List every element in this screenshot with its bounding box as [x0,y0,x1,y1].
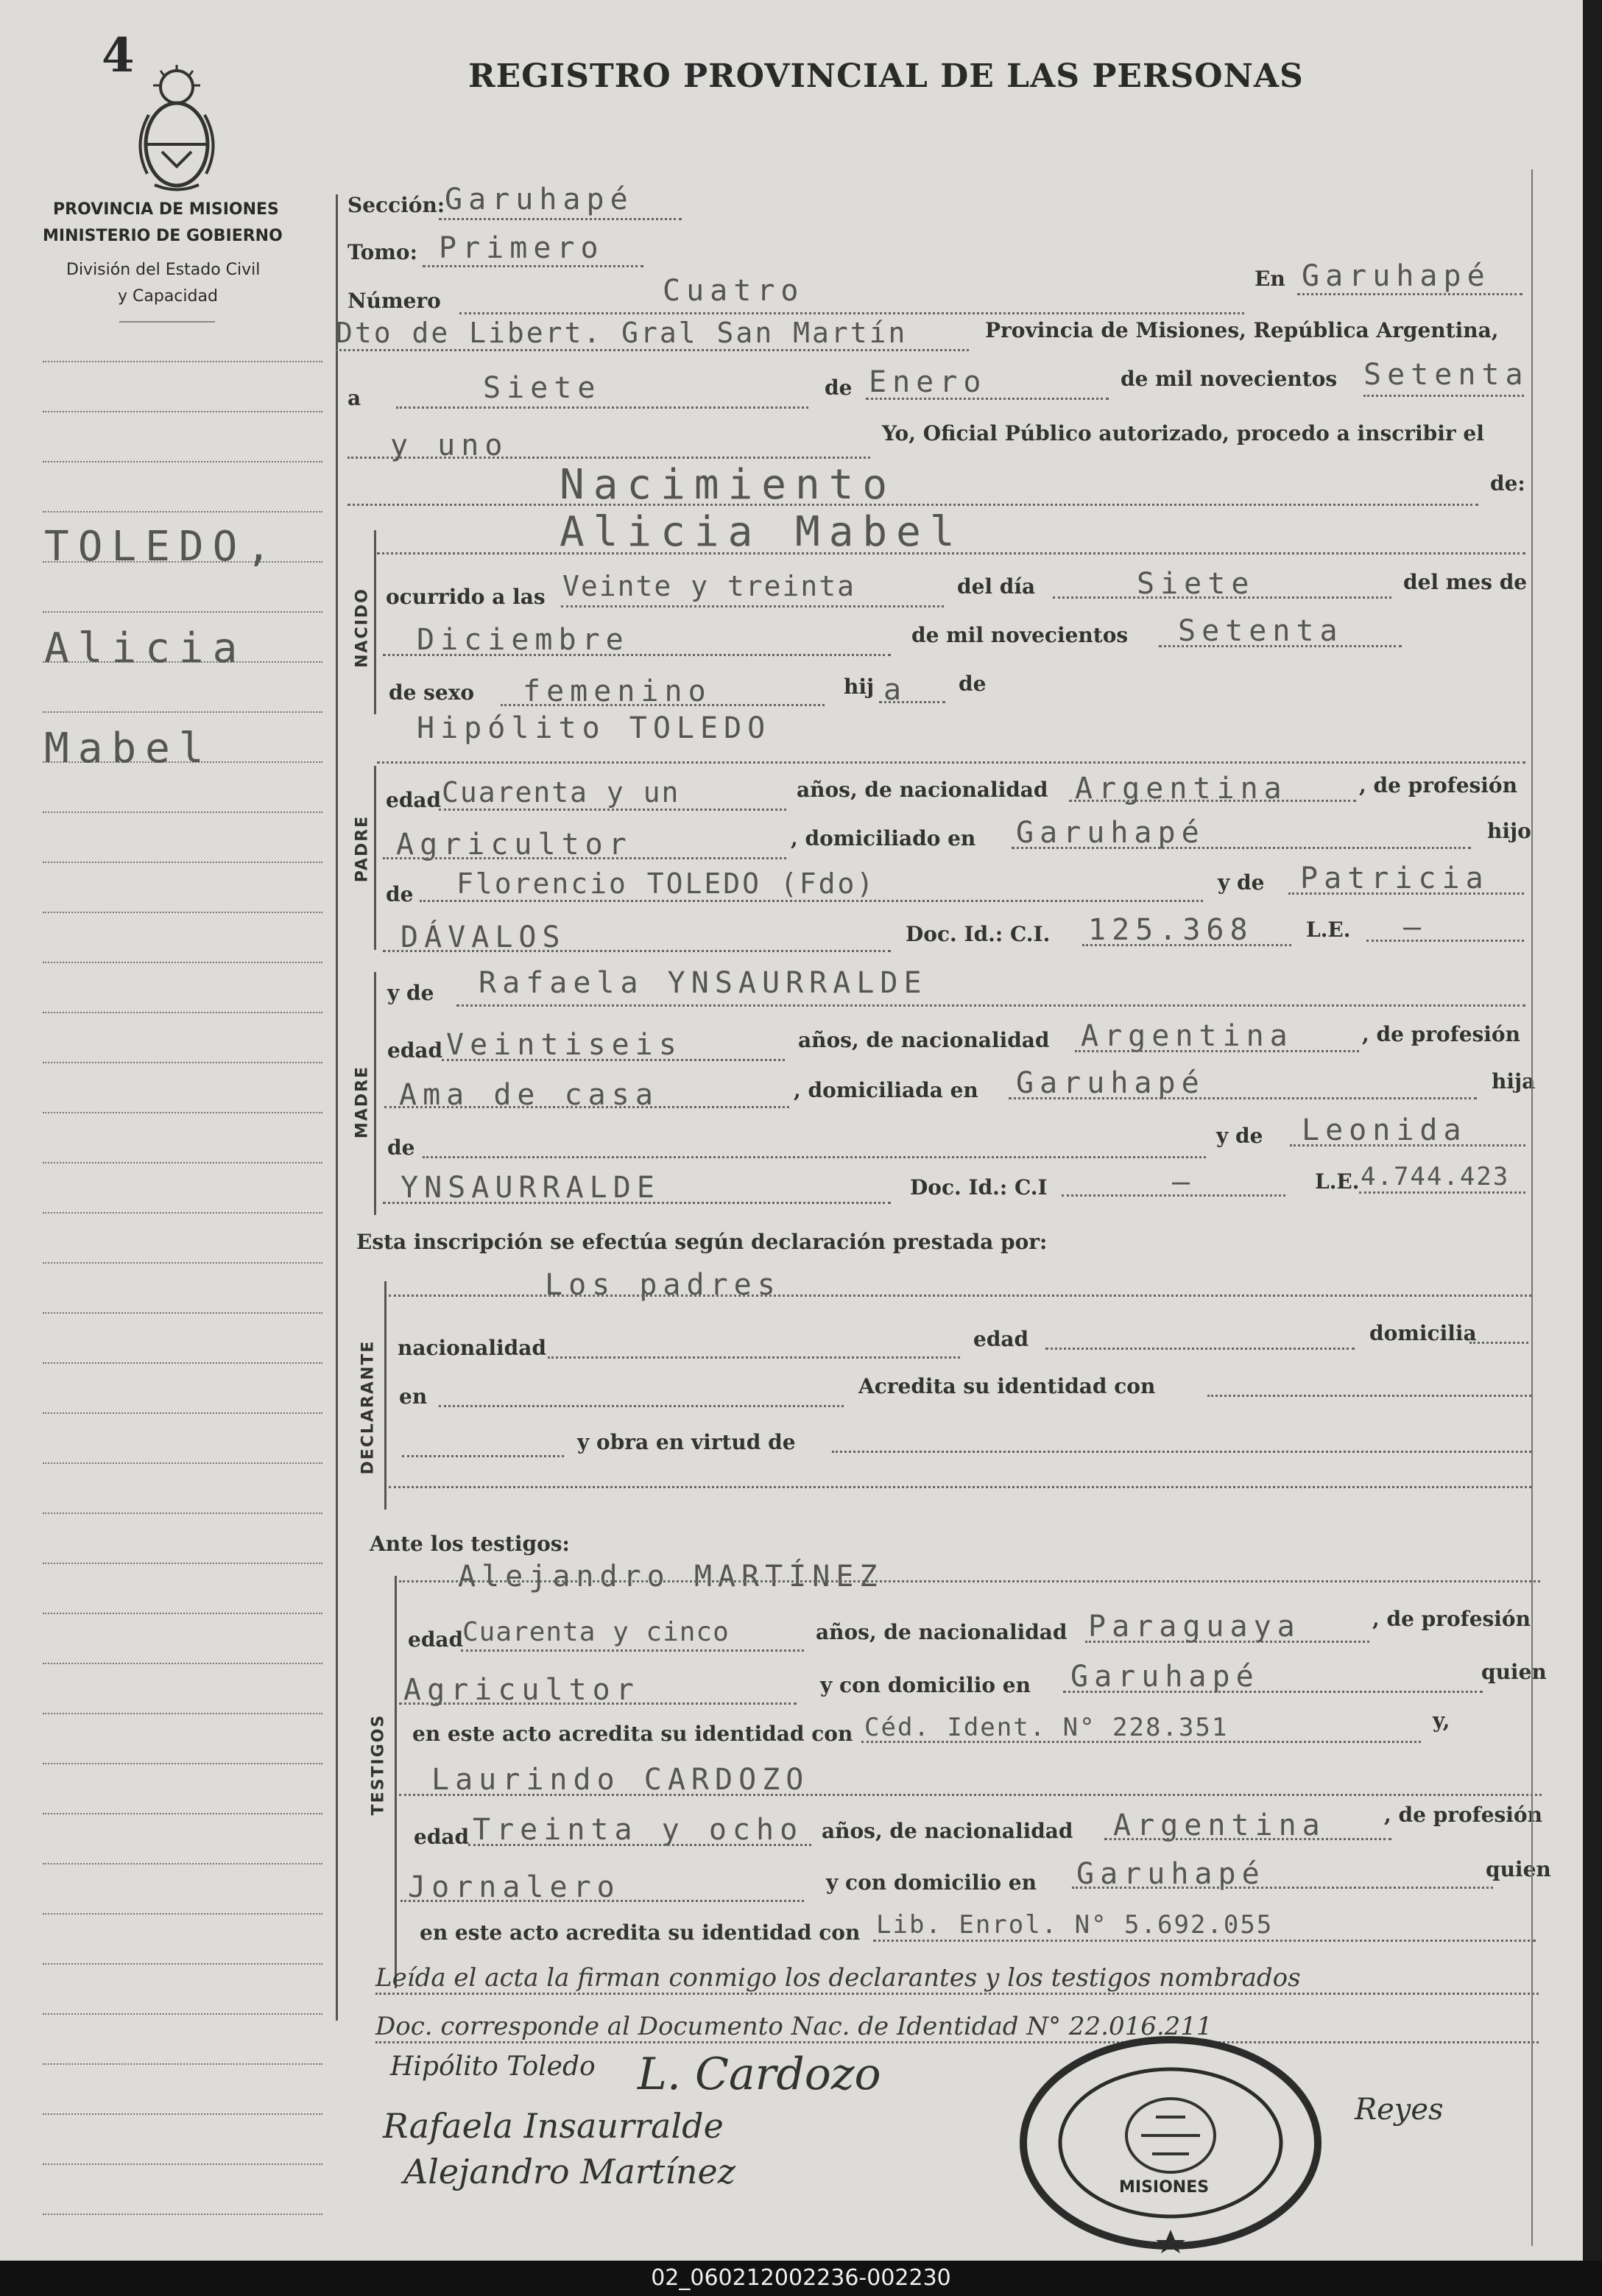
numero-value: Cuatro [663,274,805,308]
margin-rule [43,2214,322,2215]
margin-rule [43,461,322,462]
page-title: REGISTRO PROVINCIAL DE LAS PERSONAS [468,57,1304,95]
testigo2-edad-label: edad [414,1825,470,1849]
margin-rule [43,1613,322,1614]
declarante-tag: DECLARANTE [359,1339,378,1475]
madre-madre-line [1290,1144,1525,1147]
declarante-extra-line [389,1486,1531,1488]
margin-rule [43,2063,322,2065]
padre-doc-label: Doc. Id.: C.I. [906,922,1051,946]
padre-edad-label: edad [386,788,442,812]
declarante-en-label: en [399,1384,428,1409]
margin-rule [43,411,322,412]
declarante-value: Los padres [545,1268,781,1302]
margin-rule [43,361,322,362]
signature-officer: Reyes [1355,2093,1444,2127]
testigo1-prof-label: , de profesión [1372,1607,1531,1631]
fecha-mil-label: de mil novecientos [1121,367,1338,391]
numero-label: Número [347,289,441,313]
padre-padre-line [420,900,1203,902]
testigo2-quien-label: quien [1486,1857,1551,1881]
margin-rule [43,2163,322,2165]
page-right-edge [1531,169,1533,2246]
testigo1-edad-line [461,1649,804,1652]
acto-line [347,504,1478,506]
coat-of-arms-icon [133,63,221,196]
tomo-line [423,265,643,267]
testigo2-dom-line [1072,1887,1493,1889]
margin-rule [43,1062,322,1063]
official-seal-icon [1016,2032,1325,2253]
padre-hijo-label: hijo [1487,819,1531,843]
sexo-value: femenino [523,675,712,708]
fecha-anio-line [1363,395,1524,397]
madre-bracket [374,972,376,1215]
padre-nac-line [1069,800,1356,802]
madre-edad-value: Veintiseis [446,1028,682,1062]
testigo1-acred-value: Céd. Ident. N° 228.351 [864,1713,1229,1742]
madre-dom-value: Garuhapé [1016,1066,1205,1100]
padre-padre-value: Florencio TOLEDO (Fdo) [456,867,876,900]
margin-rule [43,912,322,913]
madre-nac-line [1075,1050,1359,1052]
nacido-mes-value: Diciembre [417,623,629,657]
madre-hija-label: hija [1492,1069,1536,1094]
signature-witness-1: Alejandro Martínez [403,2152,736,2191]
margin-rule [43,1913,322,1915]
margin-rule [43,1813,322,1814]
padre-edad-value: Cuarenta y un [442,776,680,809]
tomo-label: Tomo: [347,240,417,264]
padre-prof-line [383,857,786,859]
padre-tag: PADRE [353,814,372,883]
madre-le-value: 4.744.423 [1361,1162,1510,1191]
fecha-anio-value-2: y uno [390,429,509,462]
declarante-intro: Esta inscripción se efectúa según declaración prestada por: [356,1230,1048,1254]
margin-rule [43,2013,322,2015]
testigo1-nac-value: Paraguaya [1088,1610,1301,1644]
acto-de-label: de: [1490,471,1525,496]
margin-rule [43,1112,322,1113]
declarante-nac-label: nacionalidad [398,1336,546,1360]
margin-rule [43,2113,322,2115]
margin-rule [43,1412,322,1414]
padre-madre-line-2 [383,950,891,952]
del-dia-label: del día [957,574,1036,599]
agency-line-3: División del Estado Civil [66,261,261,279]
padre-bracket [374,766,376,950]
padre-nombre: Hipólito TOLEDO [417,711,772,745]
fecha-mes-value: Enero [869,365,987,399]
padre-le-label: L.E. [1306,918,1351,942]
declarante-bracket [384,1281,387,1510]
testigo2-dom-value: Garuhapé [1076,1857,1266,1891]
fecha-anio-line-2 [347,457,870,459]
madre-madre-line-2 [383,1202,891,1204]
madre-tag: MADRE [353,1065,372,1139]
padre-edad-line [439,809,786,811]
closing-line-2: Doc. corresponde al Documento Nac. de Identidad N° 22.016.211 [375,2012,1213,2041]
testigo1-prof-line [399,1702,797,1705]
testigo2-acred-value: Lib. Enrol. N° 5.692.055 [876,1910,1274,1940]
margin-rule [43,1863,322,1864]
nacido-dia-line [1053,596,1391,599]
declarante-edad-label: edad [973,1327,1029,1351]
padre-ci-value: 125.368 [1088,913,1254,947]
closing-rule-2 [375,2041,1539,2043]
padre-dom-label: , domiciliado en [791,826,976,851]
padre-madre-line [1288,892,1524,895]
sexo-label: de sexo [389,680,475,705]
fecha-a-label: a [347,386,361,410]
testigo1-acred-label: en este acto acredita su identidad con [412,1722,853,1746]
margin-rule [43,711,322,713]
testigo1-acred-line [861,1741,1421,1743]
page-number: 4 [102,28,135,83]
testigo2-acred-label: en este acto acredita su identidad con [420,1920,861,1945]
declarante-line [389,1295,1531,1297]
nacido-nombre: Alicia Mabel [560,508,964,556]
padre-le-value: — [1403,910,1428,944]
numero-line [459,312,1244,314]
seal-text: MISIONES [1119,2178,1210,2197]
margin-rule [43,962,322,963]
madre-nombre: Rafaela YNSAURRALDE [479,966,928,1000]
departamento-value: Dto de Libert. Gral San Martín [336,317,908,349]
declarante-en-line [439,1405,844,1407]
testigo2-prof-line [400,1900,804,1902]
padre-dom-line [1012,847,1471,849]
hij-value: a [883,673,908,707]
declarante-dom-line [1469,1342,1528,1344]
agency-rule [119,321,215,323]
hij-line [879,701,945,703]
testigo2-nombre-line [399,1794,1542,1796]
testigo1-nombre-line [399,1580,1540,1582]
testigos-bracket [395,1576,397,1988]
margin-rule [43,1513,322,1514]
nacido-tag: NACIDO [353,588,372,668]
madre-madre-value: Leonida [1302,1113,1467,1147]
madre-y-de-label: y de [387,981,434,1005]
agency-line-1: PROVINCIA DE MISIONES [53,200,279,219]
sexo-line [501,704,825,706]
madre-ci-line [1062,1194,1285,1197]
nacido-mes-line [383,654,891,656]
fecha-anio-value: Setenta [1363,358,1529,392]
testigo2-edad-value: Treinta y ocho [473,1813,804,1847]
margin-rule [43,1362,322,1364]
agency-line-4: y Capacidad [118,287,218,306]
margin-rule [43,1713,322,1714]
margin-rule [43,1963,322,1965]
seccion-line [439,218,682,220]
fecha-de-label: de [825,376,853,400]
madre-edad-label: edad [387,1038,443,1063]
margin-rule [43,1312,322,1314]
testigo1-dom-value: Garuhapé [1070,1660,1260,1694]
madre-padre-line [423,1156,1206,1158]
testigo1-edad-label: edad [408,1627,464,1652]
testigo1-edad-value: Cuarenta y cinco [462,1617,730,1647]
image-id-footer: 02_060212002236-002230 [0,2261,1602,2296]
closing-rule-1 [375,1993,1539,1995]
padre-madre-value: Patricia [1300,862,1489,895]
closing-line-1: Leída el acta la firman conmigo los declarantes y los testigos nombrados [375,1963,1301,1993]
hora-line [561,605,944,608]
margin-rule [43,1212,322,1214]
padre-dom-value: Garuhapé [1016,816,1205,850]
testigo1-y-label: y, [1433,1708,1450,1733]
margin-name-2: Mabel [44,725,213,772]
acto-value: Nacimiento [560,461,897,509]
testigos-intro: Ante los testigos: [370,1532,570,1556]
testigo2-acred-line [873,1940,1536,1942]
fecha-dia-line [396,406,808,409]
madre-le-line [1359,1191,1525,1194]
yo-text: Yo, Oficial Público autorizado, procedo a inscribir el [882,421,1484,446]
declarante-acred-line [1207,1395,1531,1397]
testigo1-quien-label: quien [1481,1660,1547,1684]
madre-dom-line [1009,1097,1477,1099]
madre-dom-label: , domiciliada en [794,1078,978,1102]
nacido-de-label: de [959,672,987,696]
testigo2-edad-line [468,1844,811,1846]
testigo2-nac-value: Argentina [1113,1809,1326,1842]
padre-le-line [1366,940,1524,942]
en-value: Garuhapé [1302,259,1491,293]
hora-value: Veinte y treinta [562,570,856,602]
padre-nombre-line [377,761,1525,764]
madre-y-de2-label: y de [1216,1124,1263,1148]
testigos-tag: TESTIGOS [369,1714,388,1816]
seccion-value: Garuhapé [445,183,634,216]
testigo1-prof-value: Agricultor [403,1673,640,1707]
margin-surname: TOLEDO, [44,523,280,571]
padre-y-de-label: y de [1218,870,1265,895]
madre-prof-line [384,1106,789,1108]
madre-edad-line [442,1059,785,1061]
declarante-acred-label: Acredita su identidad con [858,1374,1156,1398]
madre-prof-label: , de profesión [1362,1022,1520,1046]
testigo2-nombre: Laurindo CARDOZO [431,1763,810,1797]
madre-doc-label: Doc. Id.: C.I [910,1175,1048,1200]
declarante-edad-line [1045,1348,1355,1350]
nacido-bracket [374,530,376,714]
en-label: En [1255,267,1285,291]
madre-de-label: de [387,1135,415,1160]
nacido-anio-value: Setenta [1178,614,1344,648]
madre-nombre-line [456,1004,1525,1007]
margin-rule [43,1462,322,1464]
signature-father: Hipólito Toledo [390,2052,596,2082]
testigo2-prof-value: Jornalero [408,1870,621,1904]
declarante-nac-line [548,1356,960,1359]
en-line [1297,293,1522,295]
testigo2-dom-label: y con domicilio en [826,1870,1037,1895]
tomo-value: Primero [439,231,604,265]
declarante-blank-line [402,1455,564,1457]
nacido-anio-line [1159,645,1402,647]
padre-nac-label: años, de nacionalidad [797,778,1048,802]
margin-name-1: Alicia [44,624,247,672]
margin-rule [43,1012,322,1013]
signature-witness-2: L. Cardozo [638,2049,881,2100]
margin-divider [336,194,338,2021]
margin-rule [43,862,322,863]
margin-rule [43,811,322,813]
madre-le-label: L.E. [1315,1169,1360,1194]
testigo1-nac-label: años, de nacionalidad [816,1620,1068,1644]
declarante-dom-label: domicilia [1369,1321,1477,1345]
padre-prof-label: , de profesión [1359,773,1517,797]
provincia-text: Provincia de Misiones, República Argentina, [985,318,1499,342]
testigo1-dom-label: y con domicilio en [820,1673,1031,1697]
margin-rule [43,1663,322,1664]
declarante-obra-line [832,1451,1531,1453]
testigo1-nac-line [1085,1641,1369,1643]
agency-line-2: MINISTERIO DE GOBIERNO [43,227,283,245]
margin-rule [43,1563,322,1564]
nacido-dia-value: Siete [1137,567,1255,601]
nacido-nombre-line [377,552,1525,554]
madre-nac-label: años, de nacionalidad [798,1028,1050,1052]
nacido-mil-label: de mil novecientos [911,623,1129,647]
madre-nac-value: Argentina [1081,1019,1294,1053]
seccion-label: Sección: [347,193,445,217]
fecha-mes-line [866,398,1109,400]
declarante-obra-label: y obra en virtud de [577,1430,796,1454]
margin-rule [43,611,322,613]
madre-madre-value-2: YNSAURRALDE [400,1171,660,1205]
testigo2-nac-line [1104,1838,1391,1840]
margin-rule [43,1763,322,1764]
margin-rule [43,511,322,513]
departamento-line [336,349,969,351]
padre-de-label: de [386,882,414,906]
padre-prof-value: Agricultor [396,828,632,862]
margin-rule [43,1162,322,1163]
testigo1-nombre: Alejandro MARTÍNEZ [458,1560,883,1594]
testigo1-dom-line [1063,1691,1483,1693]
hij-label: hij [844,675,875,699]
ocurrido-label: ocurrido a las [386,585,546,609]
madre-prof-value: Ama de casa [399,1078,659,1112]
signature-mother: Rafaela Insaurralde [383,2106,724,2146]
padre-ci-line [1082,944,1291,946]
testigo2-nac-label: años, de nacionalidad [822,1819,1073,1843]
margin-rule [43,1262,322,1264]
del-mes-label: del mes de [1403,570,1528,594]
padre-madre-value-2: DÁVALOS [400,920,566,954]
fecha-dia-value: Siete [483,371,601,405]
padre-nac-value: Argentina [1075,772,1288,806]
madre-ci-value: — [1172,1165,1196,1199]
testigo2-prof-label: , de profesión [1384,1803,1542,1827]
